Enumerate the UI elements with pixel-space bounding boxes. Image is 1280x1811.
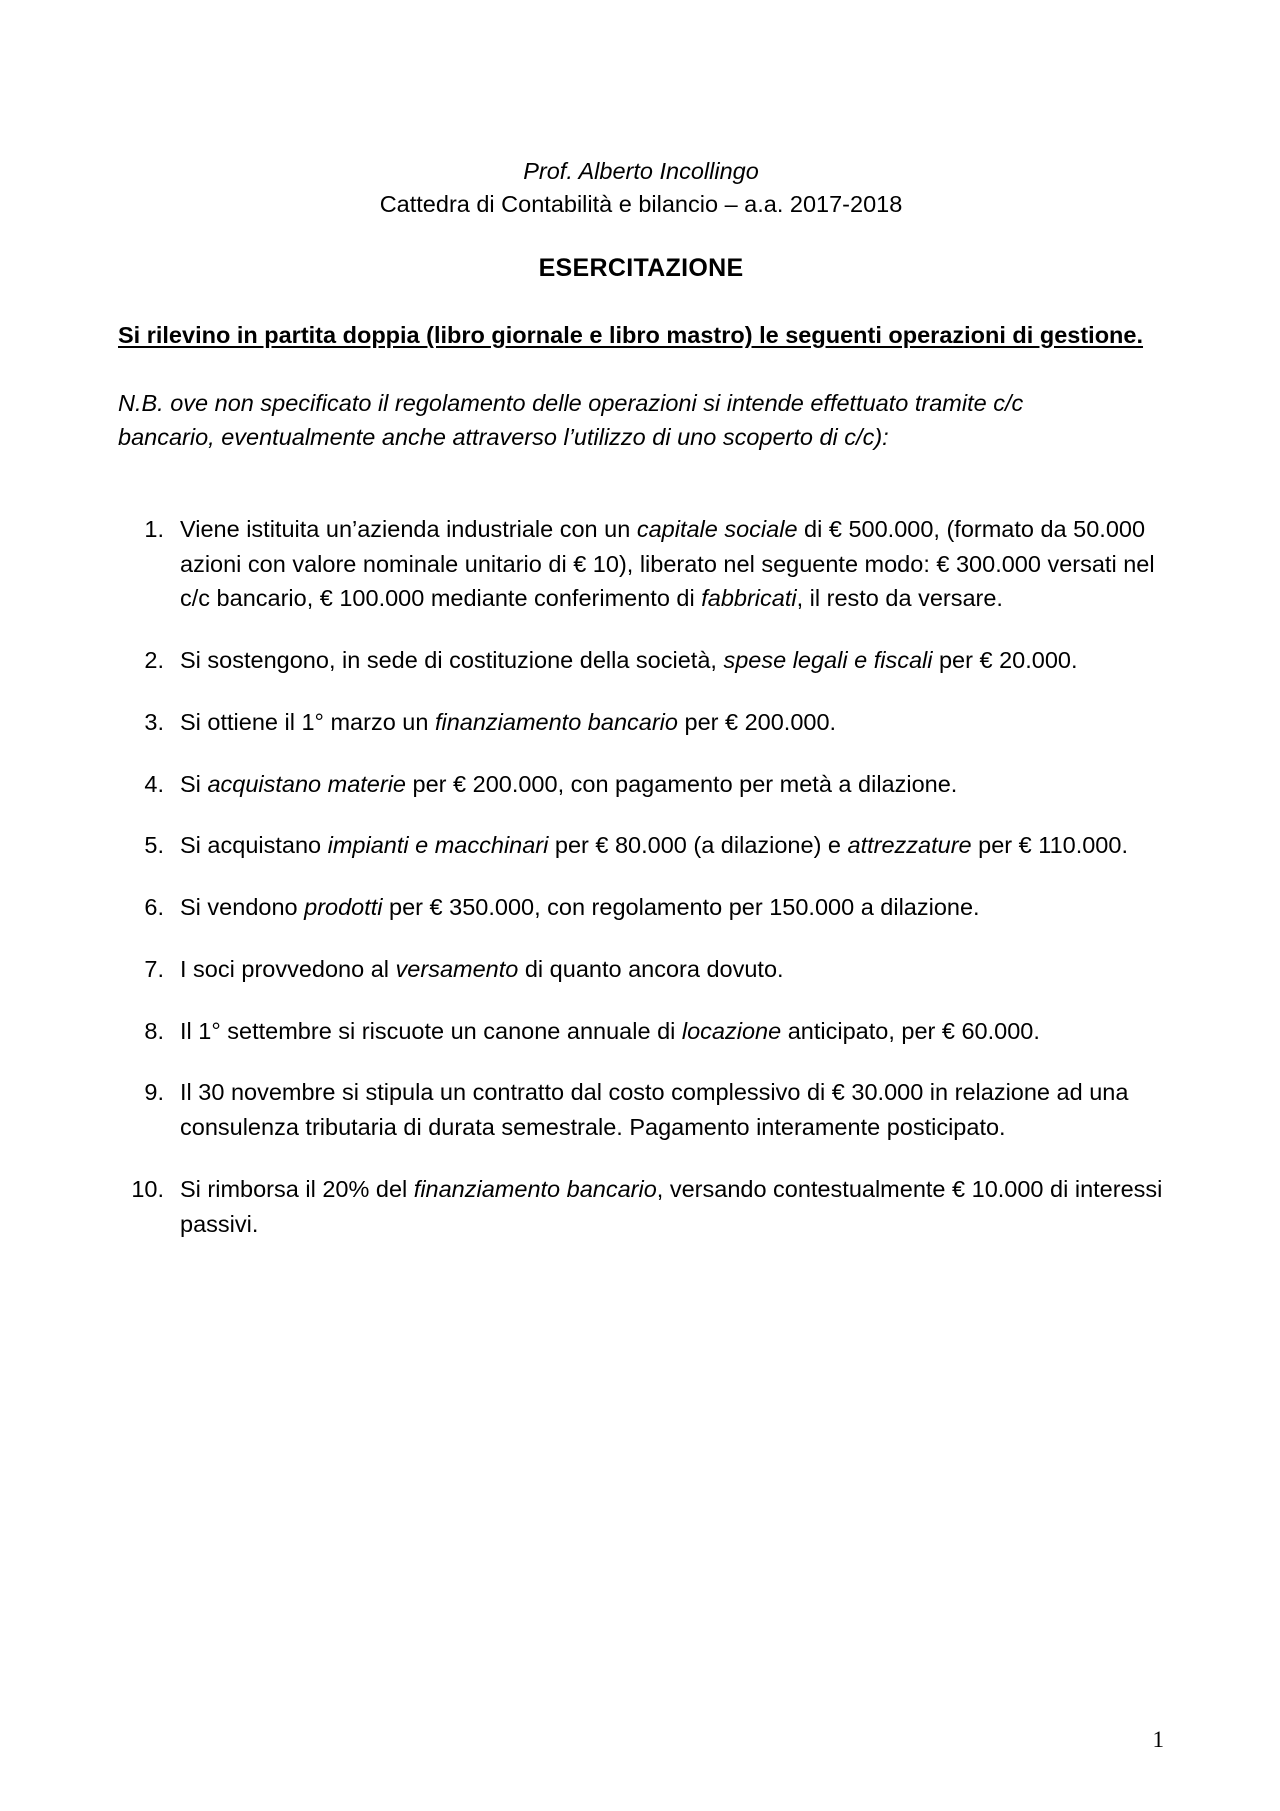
- list-item: [118, 890, 1164, 925]
- list-item-text: Si acquistano impianti e macchinari per € 80.000 (a dilazione) e attrezzature per € 110.000.: [180, 832, 1128, 859]
- list-item: [118, 643, 1164, 678]
- list-item: [118, 767, 1164, 802]
- list-item-number: 9.: [144, 1079, 164, 1106]
- document-header: [118, 155, 1164, 222]
- list-item-text: I soci provvedono al versamento di quanto ancora dovuto.: [180, 955, 784, 982]
- list-item-text: Il 30 novembre si stipula un contratto dal costo complessivo di € 30.000 in relazione ad una consulenza tributaria di durata semestrale. Pagamento interamente posticipato.: [180, 1079, 1129, 1141]
- list-item: [118, 828, 1164, 863]
- instruction-heading: Si rilevino in partita doppia (libro giornale e libro mastro) le seguenti operazioni di gestione.: [118, 321, 1144, 348]
- list-item: [118, 705, 1164, 740]
- list-item: [118, 512, 1164, 616]
- list-item-text: Si vendono prodotti per € 350.000, con regolamento per 150.000 a dilazione.: [180, 894, 980, 921]
- list-item: [118, 1075, 1164, 1145]
- operations-list: [118, 512, 1164, 1242]
- list-item-number: 8.: [144, 1017, 164, 1044]
- list-item-text: Si rimborsa il 20% del finanziamento bancario, versando contestualmente € 10.000 di interessi passivi.: [180, 1175, 1163, 1237]
- header-author: Prof. Alberto Incollingo: [523, 158, 759, 184]
- page-number: 1: [1152, 1727, 1164, 1752]
- page-title: ESERCITAZIONE: [538, 253, 744, 282]
- list-item-text: Si ottiene il 1° marzo un finanziamento bancario per € 200.000.: [180, 708, 837, 735]
- list-item-number: 6.: [144, 894, 164, 921]
- list-item-number: 3.: [144, 708, 164, 735]
- list-item: [118, 1014, 1164, 1049]
- list-item-number: 4.: [144, 770, 164, 797]
- list-item-text: Si acquistano materie per € 200.000, con pagamento per metà a dilazione.: [180, 770, 958, 797]
- document-content: [118, 0, 1164, 1268]
- note-paragraph: N.B. ove non specificato il regolamento delle operazioni si intende effettuato tramite c/c bancario, eventualmente anche attraverso l’utilizzo di uno scoperto di c/c):: [118, 389, 1024, 450]
- header-course: Cattedra di Contabilità e bilancio – a.a. 2017-2018: [379, 191, 903, 218]
- list-item-number: 7.: [144, 955, 164, 982]
- list-item: [118, 1172, 1164, 1242]
- list-item-number: 10.: [131, 1175, 164, 1202]
- list-item-number: 5.: [144, 832, 164, 859]
- list-item-text: Si sostengono, in sede di costituzione della società, spese legali e fiscali per € 20.000.: [180, 647, 1078, 674]
- list-item-number: 2.: [144, 647, 164, 674]
- list-item-text: Il 1° settembre si riscuote un canone annuale di locazione anticipato, per € 60.000.: [180, 1017, 1040, 1044]
- list-item-text: Viene istituita un’azienda industriale con un capitale sociale di € 500.000, (formato da 50.000 azioni con valore nominale unitario di € 10), liberato nel seguente modo: € 300.000 versati nel c/c bancario, € 100.000 mediante conferimento di fabbricati, il resto da versare.: [180, 515, 1155, 612]
- list-item-number: 1.: [144, 515, 164, 542]
- list-item: [118, 952, 1164, 987]
